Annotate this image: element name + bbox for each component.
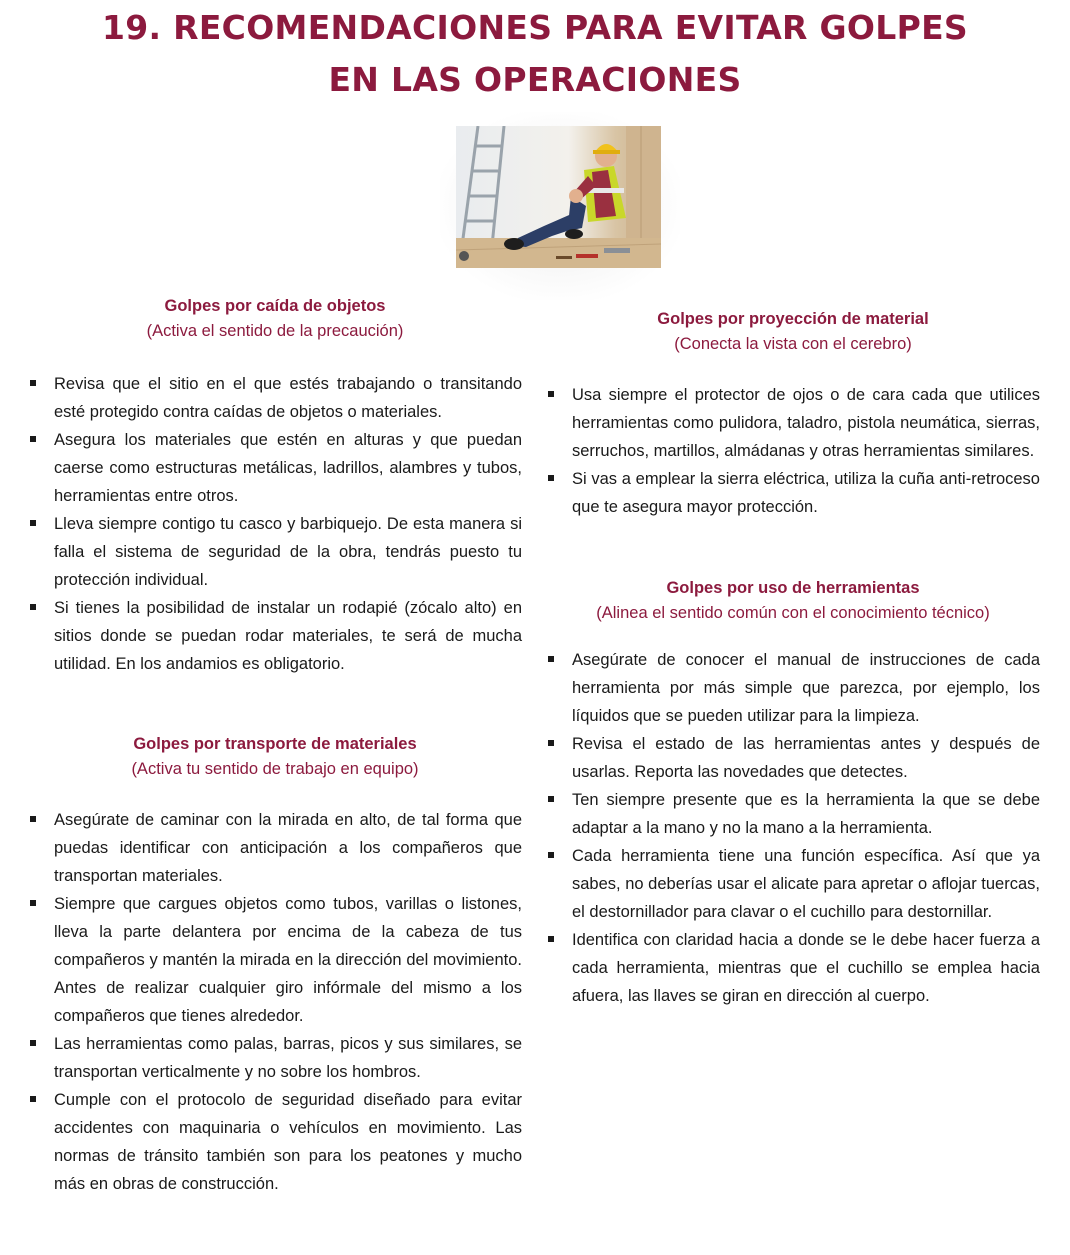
list-item: Asegúrate de caminar con la mirada en alto, de tal forma que puedas identificar con anticipación a los compañeros que transportan materiales. bbox=[28, 806, 522, 890]
list-item: Siempre que cargues objetos como tubos, varillas o listones, lleva la parte delantera por encima de la cabeza de tus compañeros y mantén la mirada en la dirección del movimiento. Antes de realizar cualquier giro infórmale del mismo a los compañeros que tienes alrededor. bbox=[28, 890, 522, 1030]
list-item: Asegúrate de conocer el manual de instrucciones de cada herramienta por más simple que parezca, por ejemplo, los líquidos que se pueden utilizar para la limpieza. bbox=[546, 646, 1040, 730]
wood-floor bbox=[456, 238, 661, 268]
list-item: Si vas a emplear la sierra eléctrica, utiliza la cuña anti-retroceso que te asegura mayor protección. bbox=[546, 465, 1040, 521]
ladder-icon bbox=[462, 126, 504, 246]
list-item: Cumple con el protocolo de seguridad diseñado para evitar accidentes con maquinaria o vehículos en movimiento. Las normas de tránsito también son para los peatones y mucho más en obras de construcción. bbox=[28, 1086, 522, 1198]
page-title-line-2: EN LAS OPERACIONES bbox=[328, 60, 742, 99]
list-item: Revisa que el sitio en el que estés trabajando o transitando esté protegido contra caídas de objetos o materiales. bbox=[28, 370, 522, 426]
left-column-lower bbox=[28, 732, 522, 1198]
right-column bbox=[546, 307, 1040, 521]
material-transport-list bbox=[28, 806, 522, 1198]
list-item: Si tienes la posibilidad de instalar un rodapié (zócalo alto) en sitios donde se puedan rodar materiales, te será de mucha utilidad. En los andamios es obligatorio. bbox=[28, 594, 522, 678]
list-item: Las herramientas como palas, barras, picos y sus similares, se transportan verticalmente y no sobre los hombros. bbox=[28, 1030, 522, 1086]
injured-worker-illustration bbox=[456, 126, 661, 268]
tool-icon bbox=[604, 248, 630, 253]
material-projection-list bbox=[546, 381, 1040, 521]
page-title-line-1: 19. RECOMENDACIONES PARA EVITAR GOLPES bbox=[101, 8, 969, 47]
list-item: Usa siempre el protector de ojos o de cara cada que utilices herramientas como pulidora, taladro, pistola neumática, sierras, serruchos, martillos, almádanas y otras herramientas similares. bbox=[546, 381, 1040, 465]
section-heading-falling-objects: Golpes por caída de objetos (Activa el sentido de la precaución) bbox=[146, 297, 404, 340]
section-heading-material-projection: Golpes por proyección de material (Conecta la vista con el cerebro) bbox=[657, 310, 929, 353]
left-column bbox=[28, 294, 522, 678]
list-item: Lleva siempre contigo tu casco y barbiquejo. De esta manera si falla el sistema de seguridad de la obra, tendrás puesto tu protección individual. bbox=[28, 510, 522, 594]
list-item: Identifica con claridad hacia a donde se le debe hacer fuerza a cada herramienta, mientras que el cuchillo se emplea hacia afuera, las llaves se giran en dirección al cuerpo. bbox=[546, 926, 1040, 1010]
injured-worker-photo bbox=[456, 126, 661, 268]
list-item: Asegura los materiales que estén en alturas y que puedan caerse como estructuras metálicas, ladrillos, alambres y tubos, herramientas entre otros. bbox=[28, 426, 522, 510]
list-item: Revisa el estado de las herramientas antes y después de usarlas. Reporta las novedades que detectes. bbox=[546, 730, 1040, 786]
tool-use-list bbox=[546, 646, 1040, 1010]
section-heading-material-transport: Golpes por transporte de materiales (Activa tu sentido de trabajo en equipo) bbox=[131, 735, 419, 778]
list-item: Ten siempre presente que es la herramienta la que se debe adaptar a la mano y no la mano a la herramienta. bbox=[546, 786, 1040, 842]
list-item: Cada herramienta tiene una función específica. Así que ya sabes, no deberías usar el alicate para apretar o aflojar tuercas, el destornillador para clavar o el cuchillo para destornillar. bbox=[546, 842, 1040, 926]
falling-objects-list bbox=[28, 370, 522, 678]
worker-figure bbox=[504, 144, 626, 250]
right-column-lower bbox=[546, 576, 1040, 1010]
section-heading-tool-use: Golpes por uso de herramientas (Alinea el sentido común con el conocimiento técnico) bbox=[596, 579, 990, 622]
